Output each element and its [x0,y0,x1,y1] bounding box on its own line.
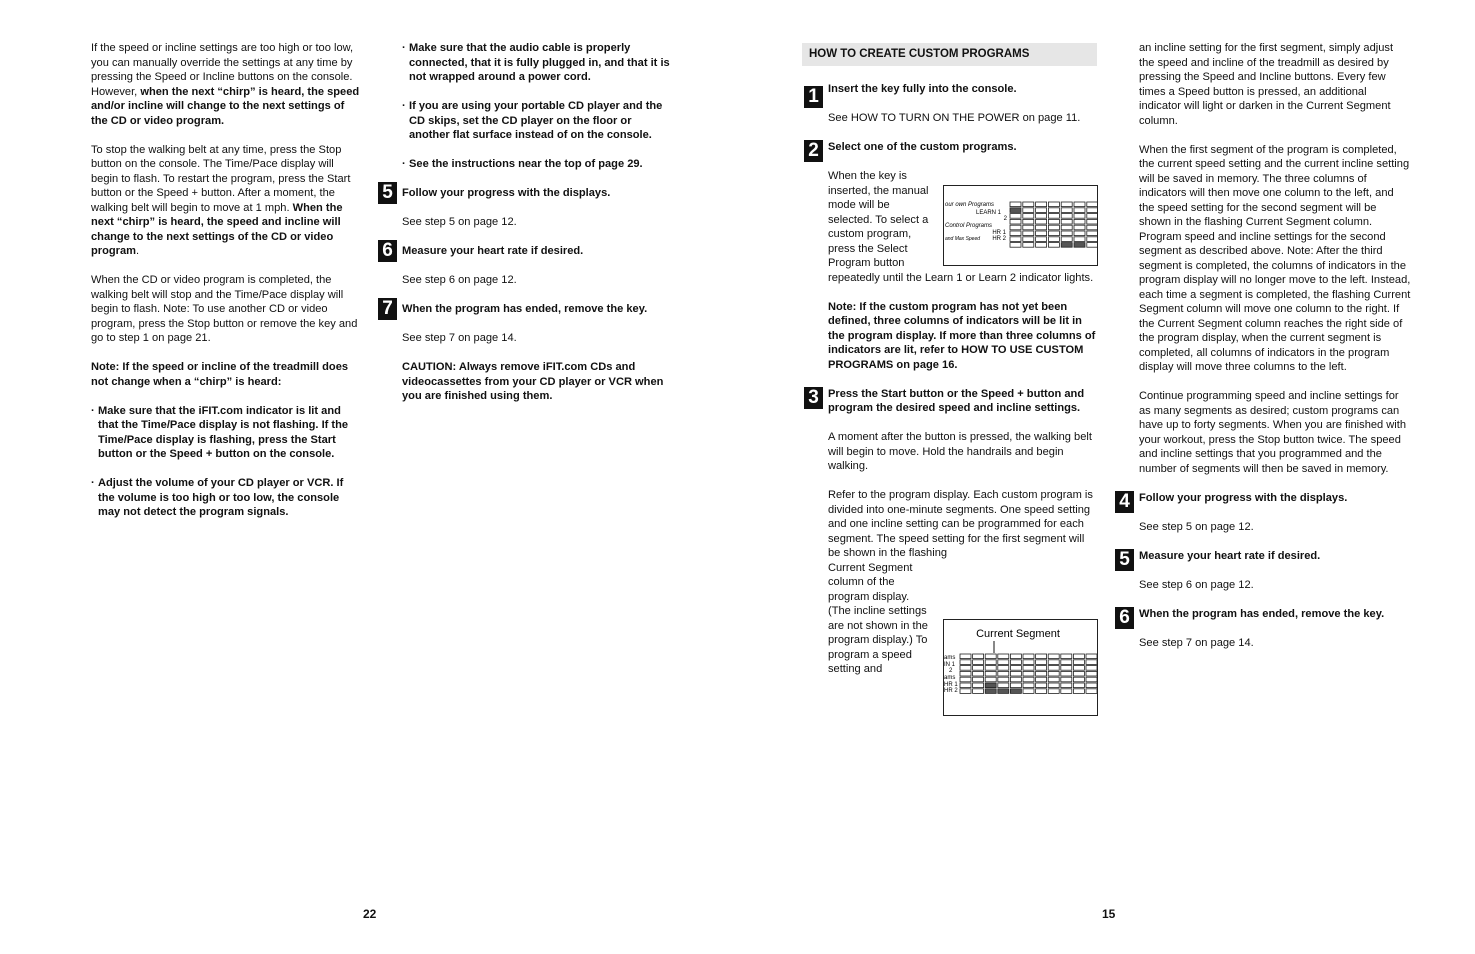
indicator-cell [1061,243,1072,248]
indicator-cell [1073,683,1084,688]
indicator-cell [960,654,971,659]
indicator-cell [985,683,996,688]
panel-label: ams [944,675,956,681]
indicator-cell [1023,683,1034,688]
indicator-cell [1010,231,1021,236]
bullet-item: · Adjust the volume of your CD player or VCR. If the volume is too high or too low, the console may not detect the program signals. [91,477,344,518]
step-title: Insert the key fully into the console. [828,83,1017,95]
step-4 [1119,490,1411,535]
indicator-cell [973,654,984,659]
indicator-cell [1073,689,1084,694]
panel-label: ams [944,655,956,661]
indicator-cell [1010,237,1021,242]
program-display-svg [944,186,1097,265]
indicator-cell [1087,243,1097,248]
panel-label: HR 2 [944,688,958,694]
step-text: A moment after the button is pressed, the walking belt will begin to move. Hold the handrails and begin walking. [828,431,1092,472]
indicator-cell [1048,214,1059,219]
indicator-cell [1048,689,1059,694]
indicator-cell [1036,654,1047,659]
indicator-cell [1086,660,1097,665]
indicator-cell [1074,202,1085,207]
indicator-cell [1010,202,1021,207]
indicator-cell [998,671,1009,676]
step-text: See step 5 on page 12. [1139,520,1254,533]
page-number-left: 22 [363,907,377,921]
page-number-right: 15 [1102,907,1116,921]
indicator-cell [1048,677,1059,682]
indicator-cell [1061,677,1072,682]
step-number: 6 [1115,607,1134,629]
step-title: Press the Start button or the Speed + button and program the desired speed and incline settings. [828,387,1085,414]
indicator-cell [985,660,996,665]
step-7 [382,298,674,346]
indicator-cell [1048,671,1059,676]
panel-label: our own Programs [945,202,995,208]
indicator-cell [1023,243,1034,248]
indicator-cell [973,677,984,682]
indicator-cell [1023,231,1034,236]
indicator-cell [1036,677,1047,682]
indicator-cell [1074,214,1085,219]
indicator-cell [960,671,971,676]
indicator-cell [1010,654,1021,659]
indicator-cell [1086,666,1097,671]
step-text: See step 7 on page 14. [1139,636,1254,649]
indicator-cell [1010,219,1021,224]
indicator-cell [1010,683,1021,688]
indicator-cell [1023,666,1034,671]
step-text: Refer to the program display. Each custom program is divided into one-minute segments. One speed setting and one incline setting can be programmed for each segment. The speed setting for the first segment will be shown in the flashing [828,489,1093,559]
step-number: 5 [378,182,397,204]
indicator-cell [1073,677,1084,682]
step-text-continued: repeatedly until the Learn 1 or Learn 2 indicator lights. [828,271,1094,284]
indicator-grid [960,654,1097,693]
paragraph-override: If the speed or incline settings are too high or too low, you can manually override the settings at any time by pressing the Speed or Incline buttons on the console. However, when the next “chirp” is heard, the speed and/or incline will change to the next settings of the CD or video program. [91,42,360,127]
indicator-cell [1010,677,1021,682]
section-header: HOW TO CREATE CUSTOM PROGRAMS [802,43,1097,66]
indicator-cell [960,677,971,682]
indicator-cell [985,689,996,694]
indicator-cell [1036,666,1047,671]
indicator-cell [1048,666,1059,671]
indicator-cell [1074,237,1085,242]
step-number: 1 [804,86,823,108]
indicator-cell [1036,202,1047,207]
note-custom-program: Note: If the custom program has not yet been defined, three columns of indicators will be lit in the program display. If more than three columns of indicators are lit, refer to HOW TO USE CUSTOM PROGRAMS on page 16. [828,300,1096,371]
indicator-cell [998,654,1009,659]
step-number: 3 [804,387,823,409]
indicator-cell [1048,654,1059,659]
indicator-cell [1023,202,1034,207]
indicator-cell [1061,671,1072,676]
indicator-cell [973,660,984,665]
indicator-cell [1061,683,1072,688]
indicator-cell [1048,683,1059,688]
bullet-item: · See the instructions near the top of page 29. [402,158,643,170]
indicator-cell [1087,225,1097,230]
indicator-cell [1036,208,1047,213]
indicator-cell [1023,677,1034,682]
step-title: When the program has ended, remove the key. [402,303,648,315]
indicator-cell [1023,214,1034,219]
step-number: 7 [378,298,397,320]
indicator-cell [1061,654,1072,659]
indicator-cell [998,666,1009,671]
indicator-cell [1023,237,1034,242]
indicator-cell [973,683,984,688]
indicator-cell [1036,225,1047,230]
bullet-item: · Make sure that the iFIT.com indicator is lit and that the Time/Pace display is not flashing. If the Time/Pace display is flashing, press the Start button or the Speed + button on the console. [91,404,349,460]
indicator-cell [1036,683,1047,688]
step-number: 2 [804,140,823,162]
step-title: Follow your progress with the displays. [1139,491,1348,504]
indicator-cell [1074,243,1085,248]
indicator-cell [1036,231,1047,236]
indicator-cell [960,666,971,671]
step-5 [1119,548,1411,593]
step-number: 6 [378,240,397,262]
indicator-cell [1061,202,1072,207]
indicator-cell [1087,231,1097,236]
indicator-cell [985,654,996,659]
indicator-cell [960,689,971,694]
indicator-cell [1087,208,1097,213]
panel-label: HR 2 [992,236,1006,242]
indicator-cell [1036,660,1047,665]
panel-label: HR 1 [944,682,958,688]
step-number: 5 [1115,549,1134,571]
panel-label: 2 [1003,216,1007,222]
indicator-cell [985,671,996,676]
indicator-cell [1010,208,1021,213]
panel-label: 2 [949,668,953,674]
indicator-cell [1073,660,1084,665]
indicator-cell [1086,654,1097,659]
indicator-cell [1023,208,1034,213]
indicator-cell [998,677,1009,682]
step-title: Select one of the custom programs. [828,141,1017,153]
bullet-item: · Make sure that the audio cable is properly connected, that it is fully plugged in, and that it is not wrapped around a power cord. [402,42,670,83]
current-segment-svg [944,620,1097,715]
indicator-cell [1087,237,1097,242]
indicator-cell [1061,666,1072,671]
indicator-cell [960,683,971,688]
note-chirp: Note: If the speed or incline of the treadmill does not change when a “chirp” is heard: [91,361,349,388]
indicator-cell [1036,689,1047,694]
panel-label: IN 1 [944,662,956,668]
indicator-cell [1061,660,1072,665]
right-column-4 [1119,41,1411,665]
indicator-cell [1087,219,1097,224]
indicator-cell [1061,214,1072,219]
paragraph-stop-belt: To stop the walking belt at any time, press the Stop button on the console. The Time/Pace display will begin to flash. To restart the program, press the Start button or the Speed + button. After a moment, the walking belt will begin to move at 1 mph. When the next “chirp” is heard, the speed and incline will change to the next settings of the CD or video program. [91,143,351,257]
panel-label: HR 1 [992,230,1006,236]
indicator-cell [1023,660,1034,665]
program-display-illustration [943,185,1098,266]
step-text-wrap: Current Segment column of the program display. (The incline settings are not shown in the program display.) To program a speed setting and [828,561,928,675]
indicator-cell [960,660,971,665]
paragraph-segment-completed: When the first segment of the program is completed, the current speed setting and the current incline setting will be saved in memory. The three columns of indicators will then move one column to the left, and the speed setting for the second segment will be shown in the flashing Current Segment column. Program speed and incline settings for the second segment as described above. Note: After the third segment is completed, the columns of indicators in the program display will no longer move to the left. Instead, each time a segment is completed, the flashing Current Segment column will move one column to the right. If the Current Segment column reaches the right side of the program display, when the current segment is completed, all columns of indicators in the program display will move three columns to the left. [1139,143,1411,373]
step-title: When the program has ended, remove the key. [1139,607,1385,620]
left-column-1 [91,41,363,534]
indicator-cell [1087,214,1097,219]
indicator-cell [1074,208,1085,213]
indicator-cell [1036,237,1047,242]
paragraph-continue: Continue programming speed and incline settings for as many segments as desired; custom programs can have up to forty segments. When you are finished with your workout, press the Stop button twice. The speed and incline settings that you programmed and the number of segments will then be saved in memory. [1139,390,1407,475]
step-text-wrap: When the key is inserted, the manual mode will be selected. To select a custom program, press the Select Program button [828,170,929,269]
step-text: See step 7 on page 14. [402,332,517,344]
step-6 [1119,606,1411,651]
indicator-cell [1074,225,1085,230]
indicator-cell [1023,225,1034,230]
indicator-cell [1010,689,1021,694]
right-column-3 [808,82,1096,677]
left-column-2 [382,41,674,418]
indicator-cell [1048,219,1059,224]
indicator-cell [1061,231,1072,236]
indicator-cell [1073,671,1084,676]
step-text: See step 6 on page 12. [1139,578,1254,591]
indicator-cell [1086,683,1097,688]
indicator-cell [1087,202,1097,207]
indicator-cell [1023,219,1034,224]
indicator-cell [1010,660,1021,665]
indicator-cell [1061,219,1072,224]
indicator-grid [1010,202,1097,247]
indicator-cell [973,689,984,694]
indicator-cell [1036,243,1047,248]
caution-text: CAUTION: Always remove iFIT.com CDs and videocassettes from your CD player or VCR when you are finished using them. [402,361,664,402]
step-text: See step 6 on page 12. [402,274,517,286]
panel-title: Current Segment [976,628,1060,640]
indicator-cell [998,689,1009,694]
paragraph-program-completed: When the CD or video program is completed, the walking belt will stop and the Time/Pace display will begin to flash. Note: To use another CD or video program, press the Stop button or remove the key and go to step 1 on page 21. [91,274,358,344]
indicator-cell [1048,202,1059,207]
indicator-cell [1074,219,1085,224]
indicator-cell [1048,231,1059,236]
step-number: 4 [1115,491,1134,513]
panel-label: LEARN 1 [975,210,1001,216]
indicator-cell [1086,677,1097,682]
bullet-item: · If you are using your portable CD player and the CD skips, set the CD player on the floor or another flat surface instead of on the console. [402,100,663,141]
indicator-cell [1023,671,1034,676]
step-6 [382,240,674,288]
step-5 [382,182,674,230]
indicator-cell [1036,671,1047,676]
step-title: Measure your heart rate if desired. [402,245,584,257]
indicator-cell [973,671,984,676]
indicator-cell [1010,671,1021,676]
indicator-cell [1086,671,1097,676]
indicator-cell [1010,666,1021,671]
indicator-cell [1061,237,1072,242]
indicator-cell [1036,219,1047,224]
indicator-cell [1061,225,1072,230]
indicator-cell [1086,689,1097,694]
step-title: Measure your heart rate if desired. [1139,549,1321,562]
panel-label: Control Programs [945,223,993,229]
step-text: See HOW TO TURN ON THE POWER on page 11. [828,112,1081,124]
indicator-cell [985,666,996,671]
indicator-cell [985,677,996,682]
indicator-cell [1074,231,1085,236]
indicator-cell [1061,208,1072,213]
indicator-cell [1048,243,1059,248]
indicator-cell [1048,208,1059,213]
indicator-cell [1048,237,1059,242]
indicator-cell [998,683,1009,688]
step-1 [808,82,1096,126]
paragraph-first-segment: an incline setting for the first segment, simply adjust the speed and incline of the treadmill as desired by pressing the Speed and Incline buttons. Every few times a Speed button is pressed, an additional indicator will light or darken in the Current Segment column. [1139,42,1394,127]
indicator-cell [998,660,1009,665]
step-title: Follow your progress with the displays. [402,187,611,199]
indicator-cell [1023,654,1034,659]
indicator-cell [973,666,984,671]
indicator-cell [1061,689,1072,694]
panel-label: and Max Speed [945,236,981,242]
indicator-cell [1010,225,1021,230]
indicator-cell [1048,225,1059,230]
indicator-cell [1048,660,1059,665]
step-text: See step 5 on page 12. [402,216,517,228]
indicator-cell [1010,243,1021,248]
indicator-cell [1073,666,1084,671]
indicator-cell [1073,654,1084,659]
indicator-cell [1036,214,1047,219]
indicator-cell [1023,689,1034,694]
current-segment-illustration [943,619,1098,716]
indicator-cell [1010,214,1021,219]
